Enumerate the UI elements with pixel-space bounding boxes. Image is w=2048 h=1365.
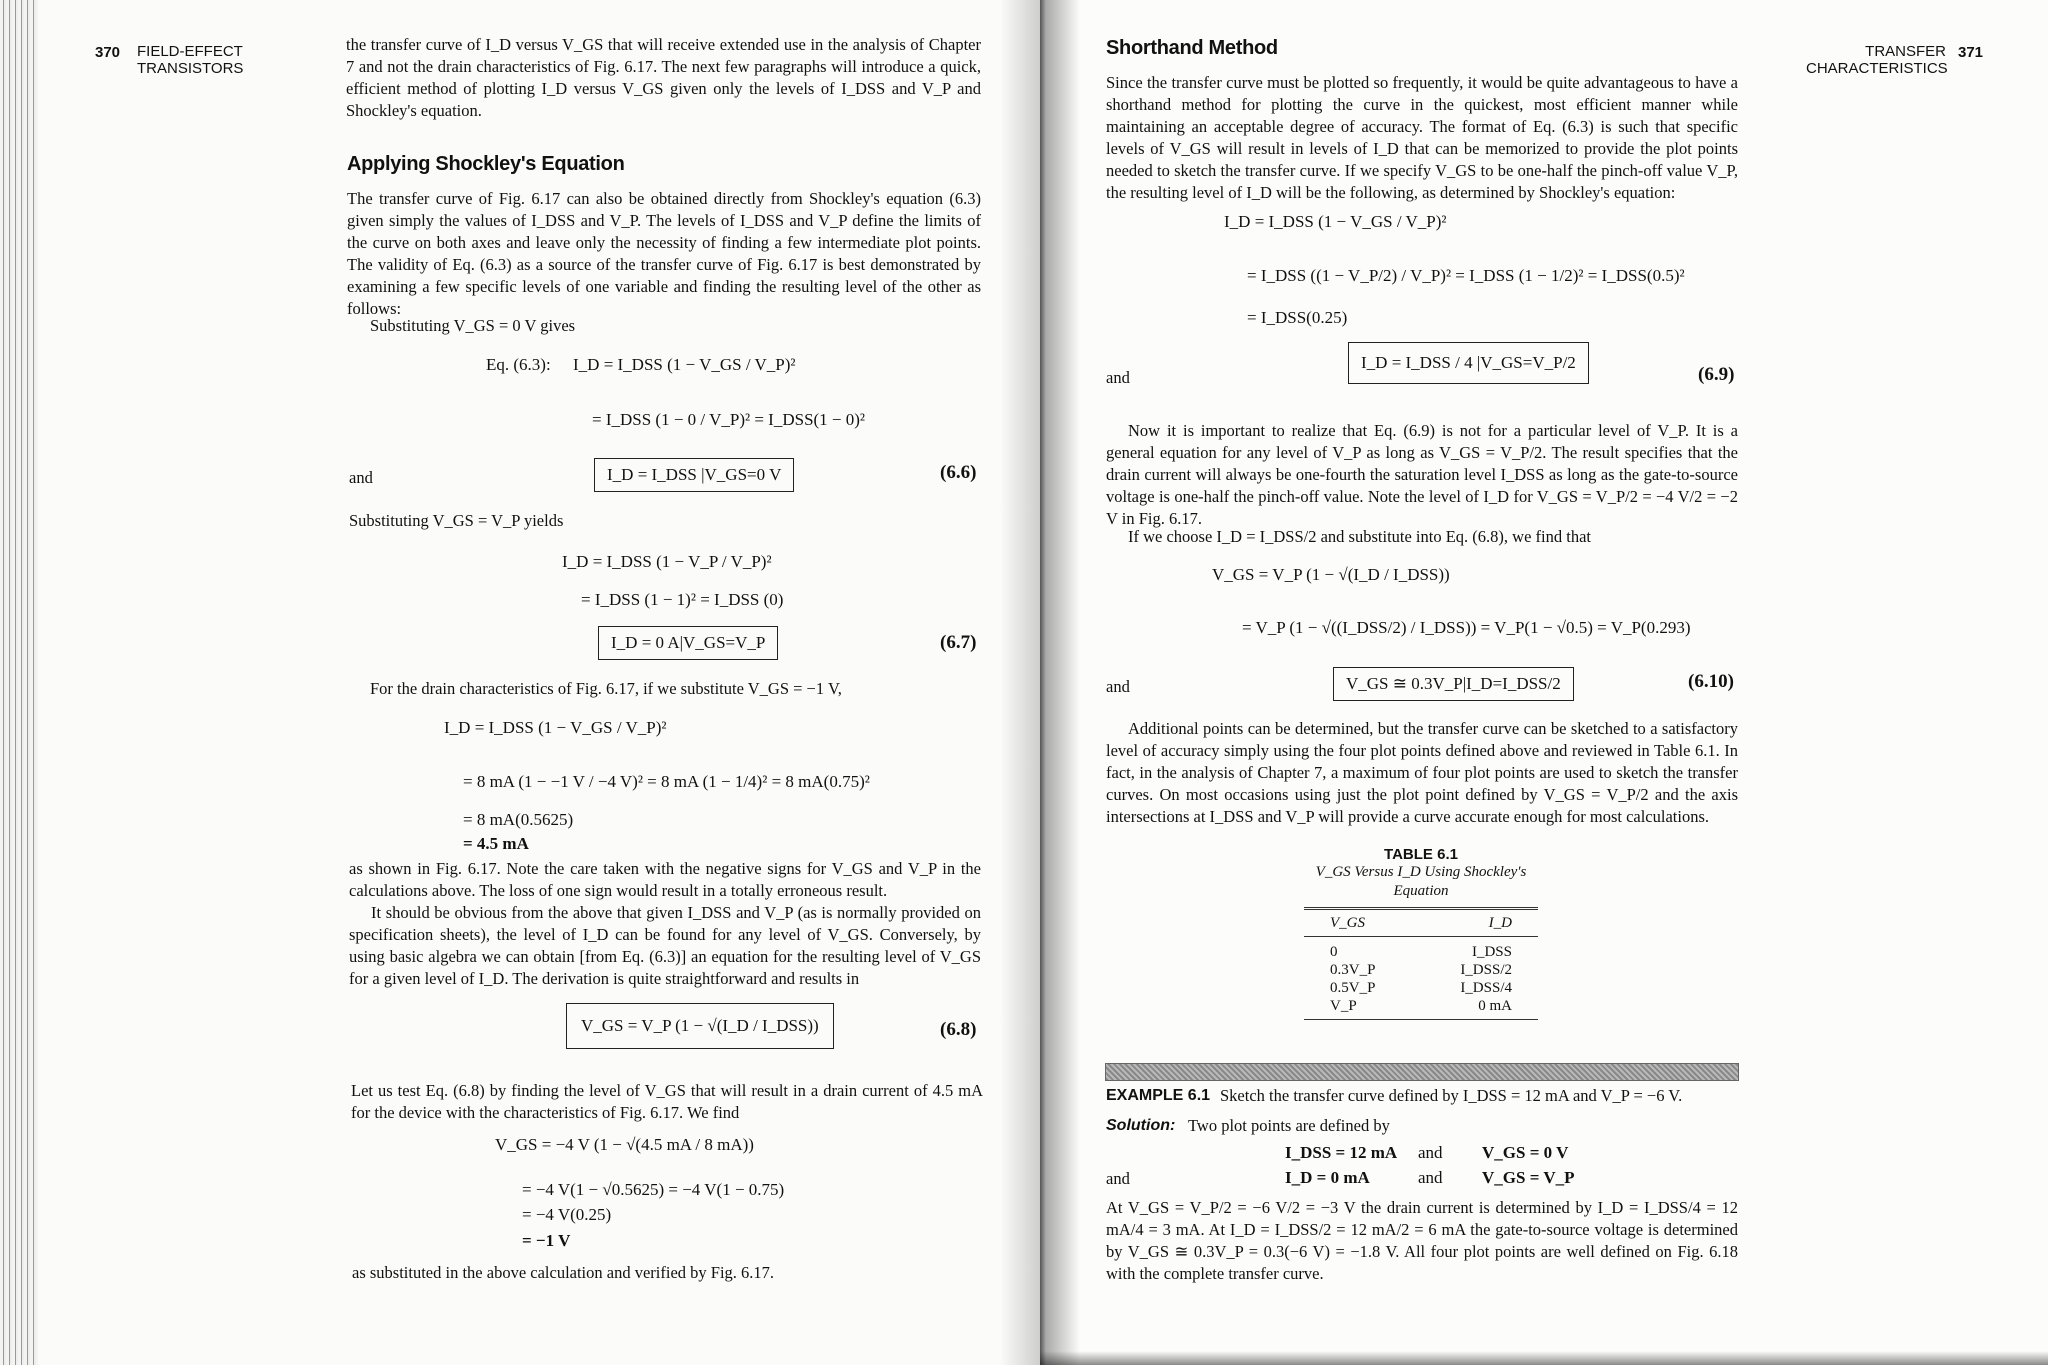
chapter-line: TRANSFER: [1865, 43, 1946, 60]
table-cell: I_DSS/2: [1460, 962, 1512, 978]
chapter-line: CHARACTERISTICS: [1806, 60, 1948, 77]
solution-and: and: [1418, 1168, 1443, 1187]
table-cell: I_DSS: [1471, 944, 1512, 960]
page-number: 371: [1958, 44, 1984, 61]
paragraph: If we choose I_D = I_DSS/2 and substitute into Eq. (6.8), we find that: [1128, 527, 1591, 546]
chapter-header: [1806, 43, 1946, 77]
example-text: Sketch the transfer curve defined by I_DSS = 12 mA and V_P = −6 V.: [1220, 1086, 1683, 1105]
boxed-equation: V_GS = V_P (1 − √(I_D / I_DSS)): [566, 1003, 834, 1049]
table-cell: V_P: [1330, 998, 1357, 1014]
equation: V_GS = −4 V (1 − √(4.5 mA / 8 mA)): [495, 1135, 754, 1154]
table-cell: 0.3V_P: [1330, 962, 1376, 978]
equation-number: (6.6): [940, 462, 977, 483]
equation: = 8 mA (1 − −1 V / −4 V)² = 8 mA (1 − 1/4)² = 8 mA(0.75)²: [463, 772, 870, 791]
table-cell: 0: [1330, 944, 1338, 960]
table-title: TABLE 6.1: [1384, 846, 1458, 863]
solution-value: I_D = 0 mA: [1285, 1168, 1370, 1187]
equation-result: = 4.5 mA: [463, 834, 529, 853]
table-caption: V_GS Versus I_D Using Shockley's: [1315, 864, 1527, 880]
paragraph: It should be obvious from the above that given I_DSS and V_P (as is normally provided on specification sheets), the level of I_D can be found for any level of V_GS. Conversely, by using basic algebra we can obtain [from Eq. (6.3)] an equation for the resulting level of V_GS for a given level of I_D. The derivation is quite straightforward and results in: [349, 903, 981, 988]
table-header: V_GS: [1330, 915, 1365, 931]
paragraph: For the drain characteristics of Fig. 6.17, if we substitute V_GS = −1 V,: [370, 679, 842, 698]
solution-and: and: [1418, 1143, 1443, 1162]
equation-result: = −1 V: [522, 1231, 571, 1250]
intro-paragraph: the transfer curve of I_D versus V_GS that will receive extended use in the analysis of Chapter 7 and not the drain characteristics of Fig. 6.17. The next few paragraphs will introduce a quick, efficient method of plotting I_D versus V_GS given only the levels of I_DSS and V_P and Shockley's equation.: [346, 35, 981, 120]
table-rule: [1304, 936, 1538, 937]
paragraph: Let us test Eq. (6.8) by finding the level of V_GS that will result in a drain current of 4.5 mA for the device with the characteristics of Fig. 6.17. We find: [351, 1081, 983, 1122]
equation: = −4 V(1 − √0.5625) = −4 V(1 − 0.75): [522, 1180, 785, 1199]
table-header: I_D: [1488, 915, 1512, 931]
table-cell: I_DSS/4: [1460, 980, 1512, 996]
paragraph: as shown in Fig. 6.17. Note the care taken with the negative signs for V_GS and V_P in the calculations above. The loss of one sign would result in a totally erroneous result.: [349, 859, 981, 900]
table-header-row: [1304, 910, 1538, 936]
equation-number: (6.8): [940, 1019, 977, 1040]
equation: I_D = I_DSS (1 − V_P / V_P)²: [562, 552, 772, 571]
gutter-shadow: [1040, 0, 1080, 1365]
gutter-shadow: [1000, 0, 1040, 1365]
solution-value: V_GS = V_P: [1482, 1168, 1575, 1187]
equation: I_D = I_DSS (1 − V_GS / V_P)²: [573, 355, 796, 374]
equation: = I_DSS(0.25): [1247, 308, 1348, 327]
table-row: [1304, 943, 1538, 961]
section-heading: Applying Shockley's Equation: [347, 153, 625, 175]
equation: I_D = I_DSS (1 − V_GS / V_P)²: [444, 718, 667, 737]
equation-number: (6.7): [940, 632, 977, 653]
table-row: [1304, 979, 1538, 997]
and-label: and: [349, 468, 373, 487]
paragraph: Additional points can be determined, but the transfer curve can be sketched to a satisfactory level of accuracy simply using the four plot points defined above and reviewed in Table 6.1. In fact, in the analysis of Chapter 7, a maximum of four plot points are used to sketch the transfer curves. On most occasions using just the plot point defined by V_GS = V_P/2 and the axis intersections at I_DSS and V_P will provide a curve accurate enough for most calculations.: [1106, 719, 1738, 826]
equation: V_GS = V_P (1 − √(I_D / I_DSS)): [1212, 565, 1450, 584]
boxed-equation: I_D = I_DSS / 4 |V_GS=V_P/2: [1348, 342, 1589, 384]
equation-number: (6.10): [1688, 671, 1734, 692]
example-banner: [1105, 1063, 1739, 1081]
page-number: 370: [95, 44, 121, 61]
section-heading: Shorthand Method: [1106, 37, 1278, 59]
boxed-equation: I_D = I_DSS |V_GS=0 V: [594, 458, 794, 492]
page-edge: [0, 0, 38, 1365]
paragraph: Since the transfer curve must be plotted so frequently, it would be quite advantageous to have a shorthand method for plotting the curve in the quickest, most efficient manner while maintaining an acceptable degree of accuracy. The format of Eq. (6.3) is such that specific levels of V_GS will result in levels of I_D that can be memorized to provide the plot points needed to sketch the transfer curve. If we specify V_GS to be one-half the pinch-off value V_P, the resulting level of I_D will be the following, as determined by Shockley's equation:: [1106, 73, 1738, 202]
table-cell: 0.5V_P: [1330, 980, 1376, 996]
equation-number: (6.9): [1698, 364, 1735, 385]
boxed-equation: I_D = 0 A|V_GS=V_P: [598, 626, 778, 660]
solution-intro: Two plot points are defined by: [1188, 1116, 1390, 1135]
equation: = I_DSS (1 − 0 / V_P)² = I_DSS(1 − 0)²: [592, 410, 866, 429]
paragraph: Substituting V_GS = V_P yields: [349, 511, 564, 530]
chapter-header: [137, 43, 243, 77]
paragraph: At V_GS = V_P/2 = −6 V/2 = −3 V the drain current is determined by I_D = I_DSS/4 = 12 mA/4 = 3 mA. At I_D = I_DSS/2 = 12 mA/2 = 6 mA the gate-to-source voltage is determined by V_GS ≅ 0.3V_P = 0.3(−6 V) = −1.8 V. All four plot points are well defined on Fig. 6.18 with the complete transfer curve.: [1106, 1198, 1738, 1283]
equation: = I_DSS ((1 − V_P/2) / V_P)² = I_DSS (1 − 1/2)² = I_DSS(0.5)²: [1247, 266, 1685, 285]
chapter-line: FIELD-EFFECT: [137, 43, 243, 60]
paragraph: as substituted in the above calculation and verified by Fig. 6.17.: [352, 1263, 775, 1282]
and-label: and: [1106, 677, 1130, 696]
solution-value: V_GS = 0 V: [1482, 1143, 1569, 1162]
equation: I_D = I_DSS (1 − V_GS / V_P)²: [1224, 212, 1447, 231]
table-row: [1304, 961, 1538, 979]
equation: = V_P (1 − √((I_DSS/2) / I_DSS)) = V_P(1 − √0.5) = V_P(0.293): [1242, 618, 1691, 637]
table-6-1: [1304, 846, 1538, 1020]
equation: = 8 mA(0.5625): [463, 810, 574, 829]
table-rule: [1304, 1019, 1538, 1020]
equation: = −4 V(0.25): [522, 1205, 612, 1224]
table-cell: 0 mA: [1478, 998, 1512, 1014]
table-row: [1304, 997, 1538, 1015]
and-label: and: [1106, 368, 1130, 387]
example-label: EXAMPLE 6.1: [1106, 1087, 1211, 1104]
paragraph: Substituting V_GS = 0 V gives: [370, 316, 576, 335]
equation: = I_DSS (1 − 1)² = I_DSS (0): [581, 590, 784, 609]
page-bottom-shadow: [1040, 1351, 2048, 1365]
equation-label: Eq. (6.3):: [486, 355, 551, 374]
paragraph: The transfer curve of Fig. 6.17 can also be obtained directly from Shockley's equation (6.3) given simply the values of I_DSS and V_P. The levels of I_DSS and V_P define the limits of the curve on both axes and leave only the necessity of finding a few intermediate plot points. The validity of Eq. (6.3) as a source of the transfer curve of Fig. 6.17 is best demonstrated by examining a few specific levels of one variable and finding the resulting level of the other as follows:: [347, 189, 981, 318]
solution-label: Solution:: [1106, 1117, 1176, 1134]
and-label: and: [1106, 1169, 1130, 1188]
solution-value: I_DSS = 12 mA: [1285, 1143, 1398, 1162]
paragraph: Now it is important to realize that Eq. (6.9) is not for a particular level of V_P. It is a general equation for any level of V_P as long as V_GS = V_P/2. The result specifies that the drain current will always be one-fourth the saturation level I_DSS as long as the gate-to-source voltage is one-half the pinch-off value. Note the level of I_D for V_GS = V_P/2 = −4 V/2 = −2 V in Fig. 6.17.: [1106, 421, 1738, 528]
chapter-line: TRANSISTORS: [137, 60, 244, 77]
boxed-equation: V_GS ≅ 0.3V_P|I_D=I_DSS/2: [1333, 667, 1574, 701]
table-caption: Equation: [1393, 883, 1449, 899]
